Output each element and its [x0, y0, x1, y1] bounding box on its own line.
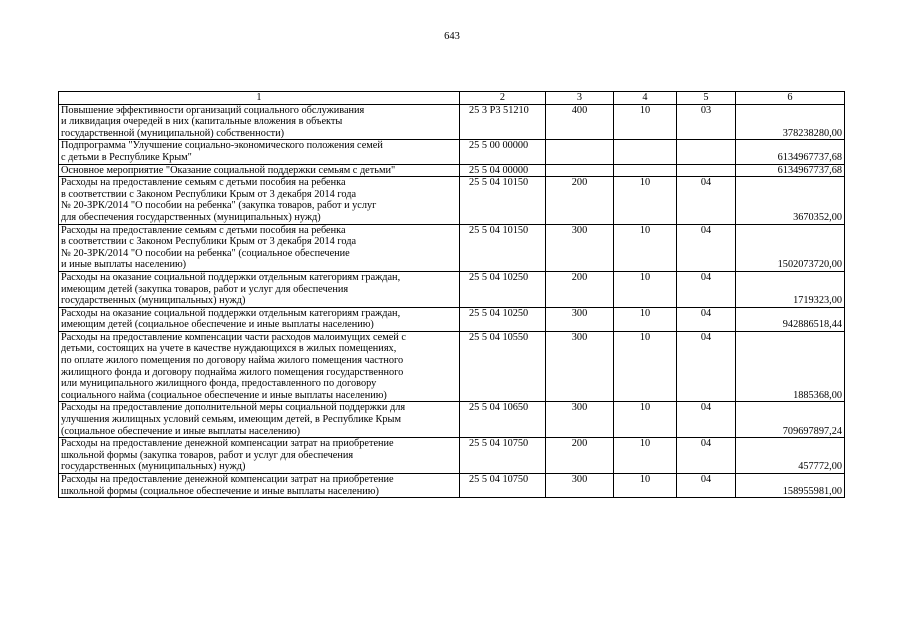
expenditure-name-cell: Расходы на предоставление компенсации части расходов малоимущих семей с детьми, состоящих на учете в качестве нуждающихся в жилых помещениях, по оплате жилого помещения по договору найма жилого помещения частного жилищного фонда и договору поднайма жилого помещения государственного или муниципального жилищного фонда, предоставленного по договору социального найма (социальное обеспечение и иные выплаты населению) [59, 331, 460, 402]
table-row [59, 307, 845, 331]
amount-cell: 1502073720,00 [736, 224, 845, 271]
expenditure-name-cell: Расходы на предоставление денежной компенсации затрат на приобретение школьной формы (закупка товаров, работ и услуг для обеспечения государственных (муниципальных) нужд) [59, 438, 460, 474]
subsection-cell: 04 [677, 474, 736, 498]
amount-cell: 457772,00 [736, 438, 845, 474]
target-article-code-cell: 25 5 04 10550 [460, 331, 546, 402]
target-article-code-cell: 25 5 04 10250 [460, 271, 546, 307]
target-article-code-cell: 25 3 P3 51210 [460, 104, 546, 140]
expenditure-type-cell: 200 [546, 271, 614, 307]
column-header: 4 [614, 92, 677, 105]
table-row [59, 224, 845, 271]
subsection-cell: 04 [677, 271, 736, 307]
amount-cell: 378238280,00 [736, 104, 845, 140]
expenditure-type-cell [546, 164, 614, 177]
table-row [59, 474, 845, 498]
target-article-code-cell: 25 5 04 10750 [460, 474, 546, 498]
target-article-code-cell: 25 5 04 10650 [460, 402, 546, 438]
section-cell: 10 [614, 331, 677, 402]
amount-cell: 6134967737,68 [736, 164, 845, 177]
subsection-cell [677, 164, 736, 177]
subsection-cell: 04 [677, 402, 736, 438]
column-header: 5 [677, 92, 736, 105]
section-cell: 10 [614, 438, 677, 474]
amount-cell: 3670352,00 [736, 177, 845, 224]
target-article-code-cell: 25 5 04 10750 [460, 438, 546, 474]
subsection-cell: 04 [677, 177, 736, 224]
subsection-cell: 04 [677, 307, 736, 331]
column-header: 3 [546, 92, 614, 105]
table-row [59, 164, 845, 177]
expenditure-name-cell: Расходы на оказание социальной поддержки отдельным категориям граждан, имеющим детей (закупка товаров, работ и услуг для обеспечения государственных (муниципальных) нужд) [59, 271, 460, 307]
target-article-code-cell: 25 5 04 10250 [460, 307, 546, 331]
subsection-cell: 04 [677, 438, 736, 474]
amount-cell: 1885368,00 [736, 331, 845, 402]
table-row [59, 140, 845, 164]
section-cell: 10 [614, 474, 677, 498]
table-row [59, 402, 845, 438]
target-article-code-cell: 25 5 04 10150 [460, 177, 546, 224]
expenditure-type-cell: 200 [546, 177, 614, 224]
table-header-row [59, 92, 845, 105]
page-number: 643 [444, 31, 460, 42]
target-article-code-cell: 25 5 00 00000 [460, 140, 546, 164]
section-cell [614, 164, 677, 177]
column-header: 6 [736, 92, 845, 105]
column-header: 1 [59, 92, 460, 105]
amount-cell: 1719323,00 [736, 271, 845, 307]
expenditure-name-cell: Повышение эффективности организаций социального обслуживания и ликвидация очередей в них (капитальные вложения в объекты государственной (муниципальной) собственности) [59, 104, 460, 140]
section-cell: 10 [614, 104, 677, 140]
expenditure-type-cell: 300 [546, 331, 614, 402]
expenditure-type-cell: 300 [546, 474, 614, 498]
amount-cell: 942886518,44 [736, 307, 845, 331]
expenditure-name-cell: Расходы на предоставление семьям с детьми пособия на ребенка в соответствии с Законом Республики Крым от 3 декабря 2014 года № 20-ЗРК/2014 "О пособии на ребенка" (социальное обеспечение и иные выплаты населению) [59, 224, 460, 271]
column-header: 2 [460, 92, 546, 105]
subsection-cell: 03 [677, 104, 736, 140]
expenditure-name-cell: Расходы на оказание социальной поддержки отдельным категориям граждан, имеющим детей (социальное обеспечение и иные выплаты населению) [59, 307, 460, 331]
expenditure-type-cell: 300 [546, 402, 614, 438]
section-cell: 10 [614, 177, 677, 224]
expenditure-name-cell: Расходы на предоставление дополнительной меры социальной поддержки для улучшения жилищных условий семьям, имеющим детей, в Республике Крым (социальное обеспечение и иные выплаты населению) [59, 402, 460, 438]
section-cell [614, 140, 677, 164]
table-row [59, 104, 845, 140]
subsection-cell: 04 [677, 224, 736, 271]
expenditure-type-cell: 400 [546, 104, 614, 140]
expenditure-type-cell: 300 [546, 307, 614, 331]
subsection-cell [677, 140, 736, 164]
amount-cell: 158955981,00 [736, 474, 845, 498]
section-cell: 10 [614, 271, 677, 307]
section-cell: 10 [614, 402, 677, 438]
expenditure-type-cell: 300 [546, 224, 614, 271]
table-row [59, 438, 845, 474]
expenditure-name-cell: Расходы на предоставление денежной компенсации затрат на приобретение школьной формы (социальное обеспечение и иные выплаты населению) [59, 474, 460, 498]
amount-cell: 709697897,24 [736, 402, 845, 438]
budget-table [58, 91, 845, 498]
table-row [59, 177, 845, 224]
table-row [59, 331, 845, 402]
target-article-code-cell: 25 5 04 00000 [460, 164, 546, 177]
table-row [59, 271, 845, 307]
amount-cell: 6134967737,68 [736, 140, 845, 164]
expenditure-name-cell: Подпрограмма "Улучшение социально-экономического положения семей с детьми в Республике Крым" [59, 140, 460, 164]
target-article-code-cell: 25 5 04 10150 [460, 224, 546, 271]
subsection-cell: 04 [677, 331, 736, 402]
expenditure-name-cell: Основное мероприятие "Оказание социальной поддержки семьям с детьми" [59, 164, 460, 177]
expenditure-type-cell: 200 [546, 438, 614, 474]
section-cell: 10 [614, 307, 677, 331]
expenditure-type-cell [546, 140, 614, 164]
expenditure-name-cell: Расходы на предоставление семьям с детьми пособия на ребенка в соответствии с Законом Республики Крым от 3 декабря 2014 года № 20-ЗРК/2014 "О пособии на ребенка" (закупка товаров, работ и услуг для обеспечения государственных (муниципальных) нужд) [59, 177, 460, 224]
section-cell: 10 [614, 224, 677, 271]
